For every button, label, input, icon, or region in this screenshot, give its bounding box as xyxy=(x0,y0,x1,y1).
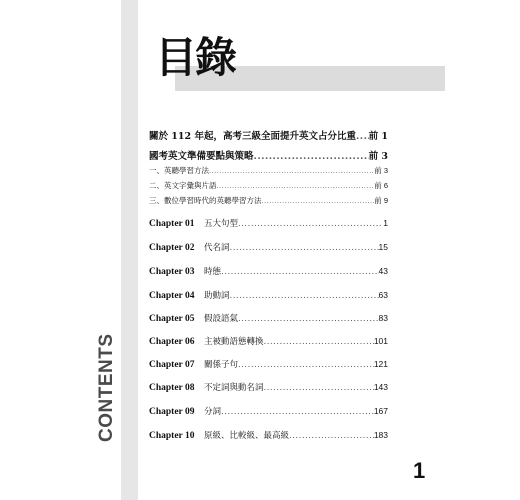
chapter-title: 分詞 xyxy=(204,407,222,417)
toc-entry[interactable] xyxy=(149,148,388,162)
dot-leader xyxy=(230,243,379,253)
toc-entry-label: 三、數位學習時代的英聽學習方法 xyxy=(149,196,262,205)
toc-entry[interactable] xyxy=(149,165,388,176)
chapter-page: 83 xyxy=(378,313,388,323)
dot-leader xyxy=(262,196,375,205)
dot-leader xyxy=(217,181,375,190)
chapter-page: 43 xyxy=(378,266,388,276)
chapter-number: Chapter 03 xyxy=(149,267,195,277)
dot-leader xyxy=(209,166,374,175)
chapter-number: Chapter 06 xyxy=(149,337,195,347)
chapter-entry[interactable] xyxy=(149,381,388,393)
chapter-title: 假設語氣 xyxy=(204,314,239,324)
chapter-page: 167 xyxy=(373,406,388,416)
chapter-title: 代名詞 xyxy=(204,243,230,253)
chapter-entry[interactable] xyxy=(149,217,388,229)
dot-leader xyxy=(356,131,369,142)
dot-leader xyxy=(289,431,374,441)
toc-entry-page: 前 9 xyxy=(374,196,388,205)
chapter-title: 關係子句 xyxy=(204,360,239,370)
dot-leader xyxy=(221,267,379,277)
chapter-entry[interactable] xyxy=(149,289,388,301)
toc-entry[interactable] xyxy=(149,195,388,206)
toc-entry[interactable] xyxy=(149,128,388,142)
chapter-title: 主被動語態轉換 xyxy=(204,337,264,347)
chapter-title: 五大句型 xyxy=(204,219,239,229)
chapter-page: 1 xyxy=(383,218,388,228)
chapter-title: 原級、比較級、最高級 xyxy=(204,431,290,441)
toc-entry[interactable] xyxy=(149,180,388,191)
chapter-entry[interactable] xyxy=(149,405,388,417)
page-number: 1 xyxy=(413,458,426,483)
dot-leader xyxy=(238,219,383,229)
dot-leader xyxy=(238,360,374,370)
chapter-title: 不定詞與動名詞 xyxy=(204,383,264,393)
toc-entry-page: 前 3 xyxy=(374,166,388,175)
toc-entry-page: 前 1 xyxy=(368,131,388,142)
chapter-entry[interactable] xyxy=(149,265,388,277)
chapter-entry[interactable] xyxy=(149,358,388,370)
chapter-entry[interactable] xyxy=(149,429,388,441)
dot-leader xyxy=(264,383,374,393)
chapter-title: 助動詞 xyxy=(204,291,230,301)
chapter-number: Chapter 09 xyxy=(149,407,195,417)
chapter-number: Chapter 10 xyxy=(149,431,195,441)
page-title: 目錄 xyxy=(155,33,236,82)
chapter-entry[interactable] xyxy=(149,241,388,253)
chapter-page: 101 xyxy=(373,336,388,346)
toc-entry-page: 前 3 xyxy=(368,151,388,162)
toc-entry-label: 關於 112 年起，高考三級全面提升英文占分比重 xyxy=(149,131,356,142)
chapter-number: Chapter 02 xyxy=(149,243,195,253)
dot-leader xyxy=(264,337,374,347)
chapter-number: Chapter 04 xyxy=(149,291,195,301)
chapter-page: 63 xyxy=(378,290,388,300)
chapter-entry[interactable] xyxy=(149,335,388,347)
toc-entry-page: 前 6 xyxy=(374,181,388,190)
chapter-page: 183 xyxy=(373,430,388,440)
side-tab-bar xyxy=(121,0,138,500)
toc-entry-label: 一、英聽學習方法 xyxy=(149,166,209,175)
chapter-page: 121 xyxy=(373,359,388,369)
chapter-page: 143 xyxy=(373,382,388,392)
toc-entry-label: 國考英文準備要點與策略 xyxy=(149,151,254,162)
chapter-number: Chapter 05 xyxy=(149,314,195,324)
chapter-entry[interactable] xyxy=(149,312,388,324)
dot-leader xyxy=(221,407,374,417)
dot-leader xyxy=(238,314,379,324)
toc-entry-label: 二、英文字彙與片語 xyxy=(149,181,217,190)
dot-leader xyxy=(254,151,369,162)
chapter-number: Chapter 01 xyxy=(149,219,195,229)
side-contents-label: CONTENTS xyxy=(96,333,117,442)
chapter-number: Chapter 08 xyxy=(149,383,195,393)
dot-leader xyxy=(230,291,379,301)
chapter-page: 15 xyxy=(378,242,388,252)
chapter-title: 時態 xyxy=(204,267,222,277)
chapter-number: Chapter 07 xyxy=(149,360,195,370)
